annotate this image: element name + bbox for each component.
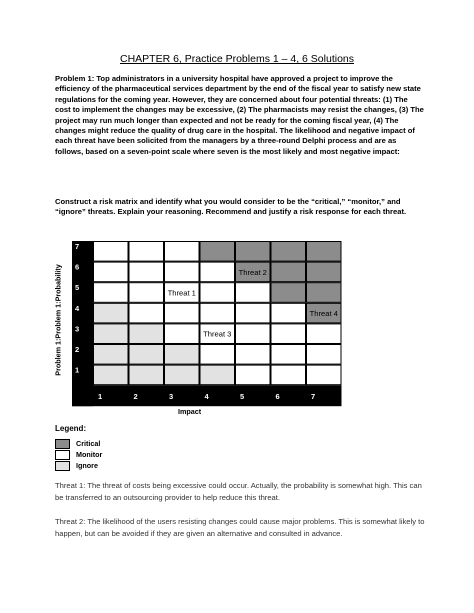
- impact-tick-label: 3: [169, 392, 174, 402]
- matrix-cell-critical: [307, 262, 342, 282]
- matrix-cell-ignore: [129, 365, 164, 385]
- matrix-cell-critical: [271, 242, 306, 262]
- threat-label: Threat 1: [167, 288, 196, 298]
- threat-label: Threat 4: [309, 309, 338, 319]
- matrix-cell-ignore: [165, 365, 200, 385]
- matrix-cell-monitor: [165, 324, 200, 344]
- matrix-cell-monitor: [200, 345, 235, 365]
- matrix-cell-monitor: [94, 262, 129, 282]
- legend-title: Legend:: [55, 424, 87, 433]
- legend-label-monitor: Monitor: [76, 450, 103, 459]
- matrix-cell-monitor: [236, 283, 271, 303]
- matrix-cell-critical: [236, 242, 271, 262]
- matrix-cell-monitor: [129, 283, 164, 303]
- matrix-cell-ignore: [94, 345, 129, 365]
- legend-swatch-ignore: [55, 461, 70, 471]
- probability-tick-label: 7: [75, 242, 80, 251]
- probability-tick-label: 1: [75, 365, 80, 375]
- legend-item-critical: [55, 438, 102, 449]
- threat-label: Threat 3: [203, 329, 232, 339]
- matrix-cell-critical: [307, 242, 342, 262]
- impact-tick-label: 4: [204, 392, 209, 402]
- matrix-cell-ignore: [94, 303, 129, 323]
- matrix-cell-ignore: [94, 365, 129, 385]
- matrix-cell-critical: [307, 283, 342, 303]
- matrix-cell-monitor: [271, 324, 306, 344]
- impact-tick-label: 6: [275, 392, 280, 402]
- matrix-cell-ignore: [129, 345, 164, 365]
- probability-tick-label: 6: [75, 262, 80, 272]
- probability-tick-label: 3: [75, 324, 80, 334]
- legend: [55, 438, 102, 471]
- matrix-cell-monitor: [307, 345, 342, 365]
- answer-threat-1: Threat 1: The threat of costs being excessive could occur. Actually, the probability is somewhat high. This can be transferred to an outsourcing provider to help reduce this threat.: [55, 481, 422, 502]
- probability-tick-label: 4: [75, 303, 80, 313]
- legend-item-ignore: [55, 460, 102, 471]
- matrix-cell-monitor: [236, 345, 271, 365]
- matrix-cell-monitor: [271, 365, 306, 385]
- matrix-cell-monitor: [165, 262, 200, 282]
- matrix-cell-ignore: [94, 324, 129, 344]
- matrix-cell-monitor: [200, 262, 235, 282]
- legend-swatch-monitor: [55, 450, 70, 460]
- matrix-cell-monitor: [129, 262, 164, 282]
- matrix-cell-critical: [271, 283, 306, 303]
- matrix-x-axis-label: Impact: [178, 407, 202, 416]
- impact-tick-label: 1: [98, 392, 103, 402]
- matrix-cell-monitor: [94, 242, 129, 262]
- matrix-cell-monitor: [129, 242, 164, 262]
- matrix-cell-ignore: [129, 324, 164, 344]
- legend-label-ignore: Ignore: [76, 461, 98, 470]
- impact-tick-label: 5: [240, 392, 245, 402]
- matrix-cell-ignore: [165, 345, 200, 365]
- matrix-cell-monitor: [271, 345, 306, 365]
- matrix-cell-monitor: [236, 365, 271, 385]
- problem-instruction: Construct a risk matrix and identify what you would consider to be the “critical,” “monitor,” and “ignore” threats. Explain your reasoning. Recommend and justify a risk response for each threat.: [55, 197, 407, 217]
- threat-label: Threat 2: [238, 267, 267, 277]
- matrix-cell-monitor: [94, 283, 129, 303]
- matrix-cell-monitor: [165, 303, 200, 323]
- page-title: CHAPTER 6, Practice Problems 1 – 4, 6 Solutions: [119, 53, 354, 65]
- matrix-cell-monitor: [307, 324, 342, 344]
- probability-tick-label: 5: [75, 283, 80, 293]
- matrix-cell-monitor: [307, 365, 342, 385]
- matrix-cell-ignore: [200, 365, 235, 385]
- matrix-cell-monitor: [271, 303, 306, 323]
- answer-threat-2: Threat 2: The likelihood of the users resisting changes could cause major problems. This is somewhat likely to happen, but can be avoided if they are given an alternative and consulted in advance.: [55, 517, 425, 538]
- legend-label-critical: Critical: [76, 439, 101, 448]
- matrix-cell-monitor: [236, 303, 271, 323]
- matrix-cell-critical: [200, 242, 235, 262]
- matrix-cell-critical: [271, 262, 306, 282]
- matrix-cell-monitor: [200, 303, 235, 323]
- problem-statement: Problem 1: Top administrators in a university hospital have approved a project to improve the efficiency of the pharmaceutical services department by the end of the fiscal year to satisfy new state regulations for the coming year. However, they are concerned about four potential threats: (1) The cost to implement the changes may be excessive, (2) The pharmacists may resist the changes, (3) The project may run much longer than expected and not be ready for the coming fiscal year, (4) The changes might reduce the quality of drug care in the hospital. The likelihood and negative impact of each threat have been solicited from the managers by a three-round Delphi process and are as follows, based on a seven-point scale where seven is the most likely and most negative impact:: [55, 74, 424, 156]
- matrix-cell-monitor: [165, 242, 200, 262]
- matrix-cell-monitor: [236, 324, 271, 344]
- impact-tick-label: 7: [311, 392, 316, 402]
- impact-tick-label: 2: [133, 392, 138, 402]
- matrix-y-axis-label: Problem 1:Problem 1:Probability: [53, 264, 63, 376]
- legend-item-monitor: [55, 449, 102, 460]
- legend-swatch-critical: [55, 439, 70, 449]
- matrix-cell-monitor: [129, 303, 164, 323]
- matrix-cell-monitor: [200, 283, 235, 303]
- probability-tick-label: 2: [75, 345, 80, 354]
